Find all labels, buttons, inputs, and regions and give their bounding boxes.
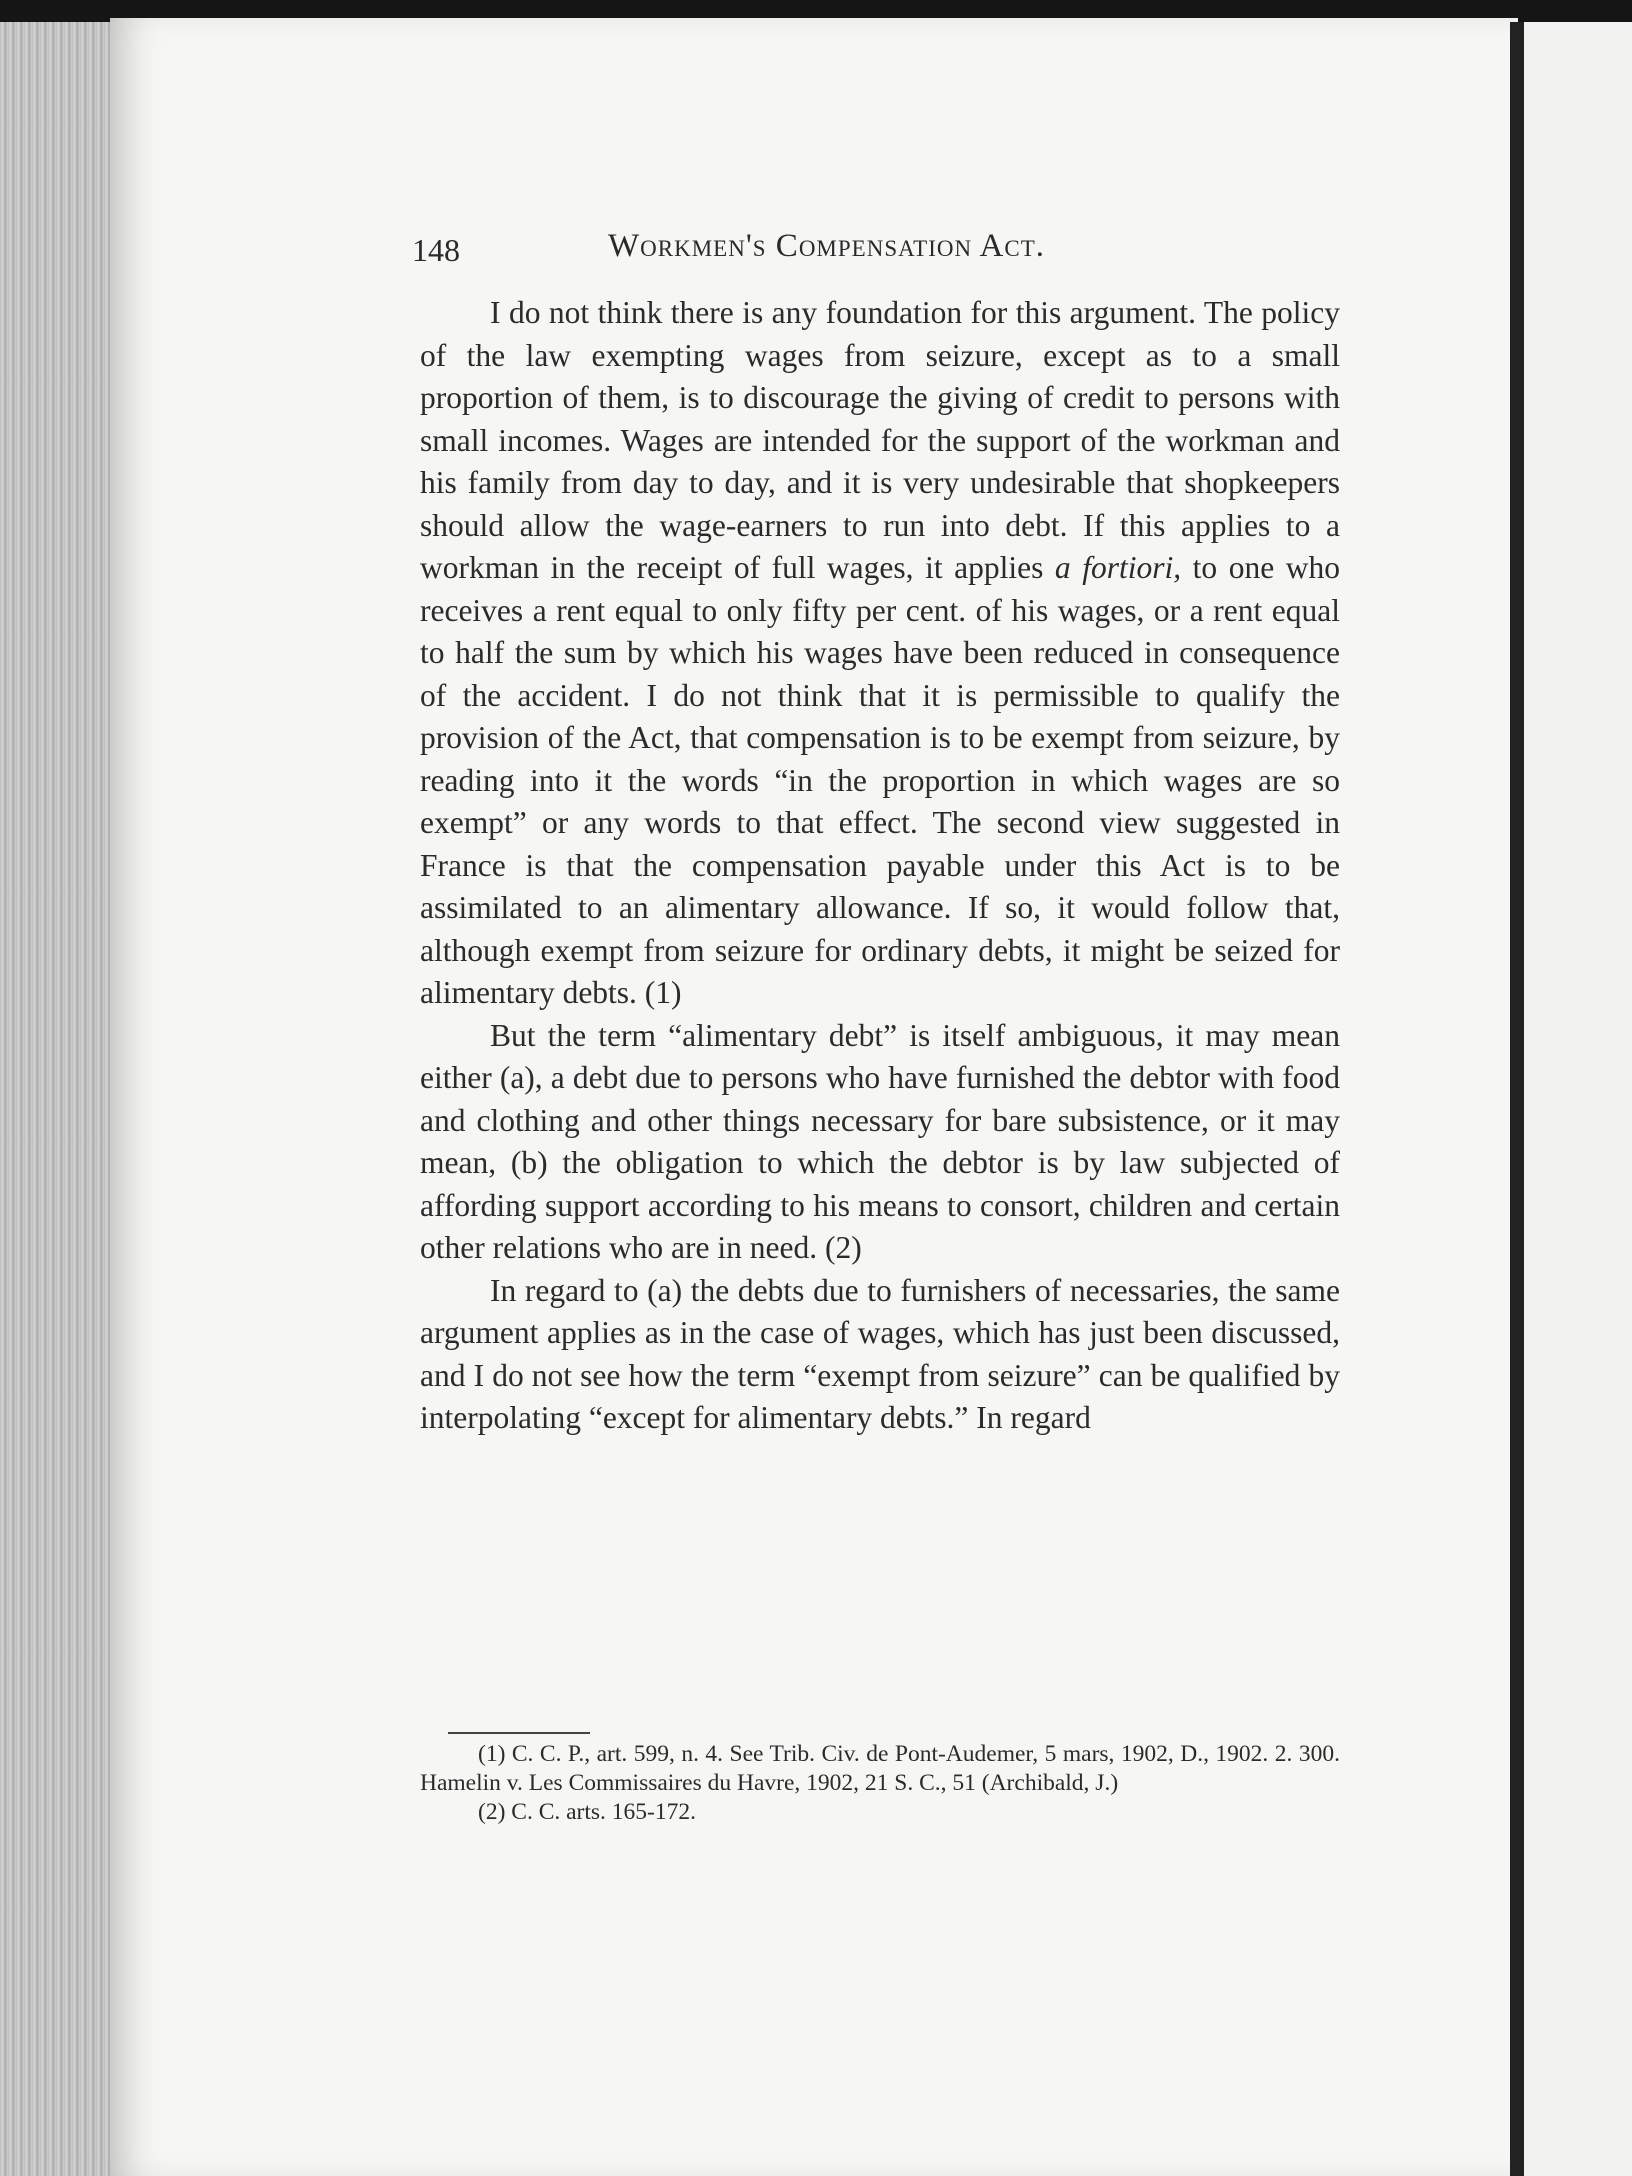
footnote: (1) C. C. P., art. 599, n. 4. See Trib. Civ. de Pont-Audemer, 5 mars, 1902, D., 1902. 2. 300. Hamelin v. Les Commissaires du Havre, 1902, 21 S. C., 51 (Archibald, J.) — [420, 1741, 1340, 1796]
running-title: Workmen's Compensation Act. — [608, 228, 1046, 264]
body-text — [420, 292, 1340, 1440]
footnote: (2) C. C. arts. 165-172. — [478, 1799, 697, 1825]
footnote-rule — [448, 1732, 590, 1734]
paragraph-text: I do not think there is any foundation for this argument. The policy of the law exempting wages from seizure, except as to a small proportion of them, is to discourage the giving of credit to persons with small incomes. Wages are intended for the support of the workman and his family from day to day, and it is very undesirable that shopkeepers should allow the wage-earners to run into debt. If this applies to a workman in the receipt of full wages, it applies — [420, 295, 1340, 585]
paragraph — [420, 292, 1340, 1015]
paragraph: In regard to (a) the debts due to furnishers of necessaries, the same argument applies as in the case of wages, which has just been discussed, and I do not see how the term “exempt from seizure” can be qualified by interpolating “except for alimentary debts.” In regard — [420, 1272, 1340, 1435]
paragraph-text: to one who receives a rent equal to only fifty per cent. of his wages, or a rent equal to half the sum by which his wages have been reduced in consequence of the accident. I do not think that it is permissible to qualify the provision of the Act, that compensation is to be exempt from seizure, by reading into it the words “in the proportion in which wages are so exempt” or any words to that effect. The second view suggested in France is that the compensation payable under this Act is to be assimilated to an alimentary allowance. If so, it would follow that, although exempt from seizure for ordinary debts, it might be seized for alimentary debts. (1) — [420, 550, 1340, 1010]
facing-page-edge — [1524, 22, 1632, 2176]
footnotes — [420, 1740, 1340, 1827]
book-gutter — [1510, 22, 1524, 2176]
italic-phrase: a fortiori, — [1054, 550, 1182, 585]
page-number: 148 — [412, 232, 460, 268]
paragraph: But the term “alimentary debt” is itself ambiguous, it may mean either (a), a debt due to persons who have furnished the debtor with food and clothing and other things necessary for bare subsistence, or it may mean, (b) the obligation to which the debtor is by law subjected of affording support according to his means to consort, children and certain other relations who are in need. (2) — [420, 1017, 1340, 1265]
